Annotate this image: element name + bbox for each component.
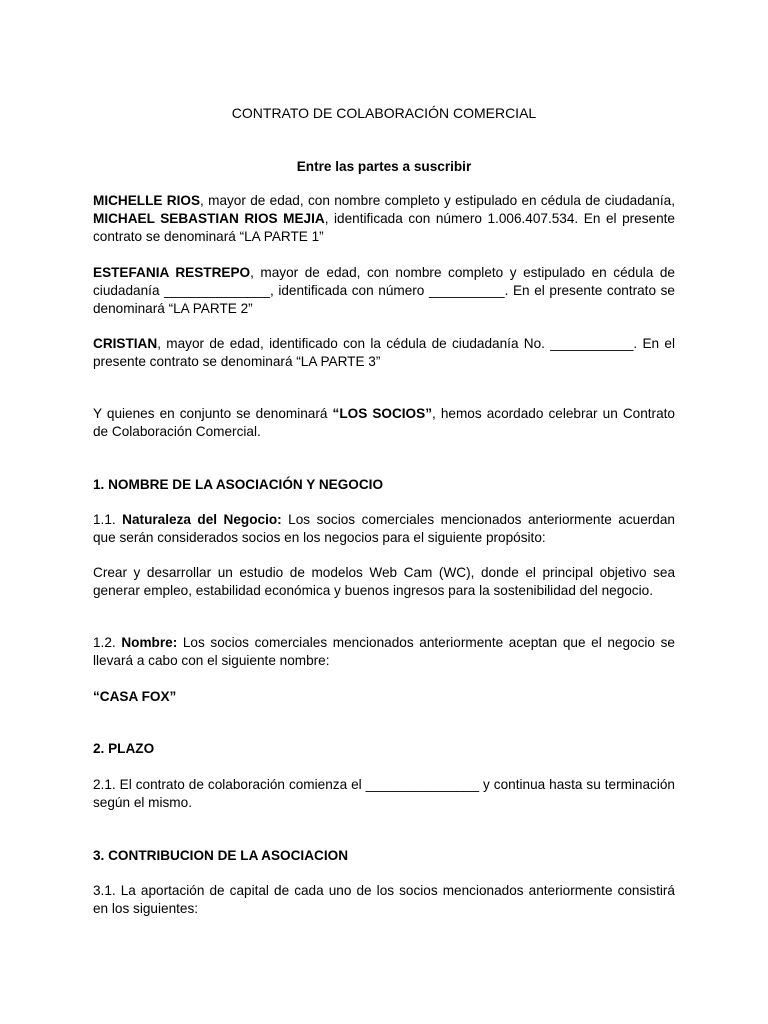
section1-1-text: Los socios comerciales mencionados anteriormente acuerdan que serán considerados socios en los negocios para el siguiente propósito:	[93, 512, 675, 545]
section1-2-text: Los socios comerciales mencionados anteriormente aceptan que el negocio se llevará a cabo con el siguiente nombre:	[93, 635, 675, 668]
party3-text: , mayor de edad, identificado con la cédula de ciudadanía No. ___________. En el presente contrato se denominará “LA PARTE 3”	[93, 336, 675, 369]
section2-1-paragraph: 2.1. El contrato de colaboración comienza el _______________ y continua hasta su terminación según el mismo.	[93, 777, 675, 810]
section3-heading: 3. CONTRIBUCION DE LA ASOCIACION	[93, 848, 349, 863]
party1-name2: MICHAEL SEBASTIAN RIOS MEJIA	[93, 211, 325, 226]
party1-name: MICHELLE RIOS	[93, 193, 201, 208]
section1-1-label: Naturaleza del Negocio:	[122, 512, 282, 527]
party1-text-b: , identificada con número 1.006.407.534. En el presente contrato se denominará “LA PARTE 1”	[93, 211, 675, 244]
section2-heading: 2. PLAZO	[93, 741, 155, 756]
party3-name: CRISTIAN	[93, 336, 158, 351]
section1-2-label: Nombre:	[121, 635, 178, 650]
section1-heading: 1. NOMBRE DE LA ASOCIACIÓN Y NEGOCIO	[93, 477, 384, 492]
party1-text-a: , mayor de edad, con nombre completo y estipulado en cédula de ciudadanía,	[200, 193, 675, 208]
document-page	[93, 0, 675, 1024]
purpose-paragraph: Crear y desarrollar un estudio de modelos Web Cam (WC), donde el principal objetivo sea generar empleo, estabilidad económica y buenos ingresos para la sostenibilidad del negocio.	[93, 565, 675, 598]
socios-text-b: , hemos acordado celebrar un Contrato de Colaboración Comercial.	[93, 406, 675, 439]
party2-text: , mayor de edad, con nombre completo y estipulado en cédula de ciudadanía ______________, identificada con número __________. En el presente contrato se denominará “LA PARTE 2”	[93, 265, 675, 316]
business-name: “CASA FOX”	[93, 689, 177, 704]
section1-2-paragraph	[93, 634, 675, 670]
section1-1-number: 1.1.	[93, 512, 123, 527]
document-title: CONTRATO DE COLABORACIÓN COMERCIAL	[231, 105, 537, 121]
socios-bold: “LOS SOCIOS”	[332, 406, 432, 421]
section1-2-number: 1.2.	[93, 635, 122, 650]
party3-paragraph	[93, 335, 675, 371]
section1-1-paragraph	[93, 511, 675, 547]
document-subtitle: Entre las partes a suscribir	[296, 159, 472, 174]
section3-1-paragraph: 3.1. La aportación de capital de cada uno de los socios mencionados anteriormente consistirá en los siguientes:	[93, 883, 675, 916]
party2-name: ESTEFANIA RESTREPO	[93, 265, 251, 280]
party1-paragraph	[93, 192, 675, 246]
party2-paragraph	[93, 264, 675, 318]
socios-text-a: Y quienes en conjunto se denominará	[93, 406, 333, 421]
socios-paragraph	[93, 405, 675, 441]
